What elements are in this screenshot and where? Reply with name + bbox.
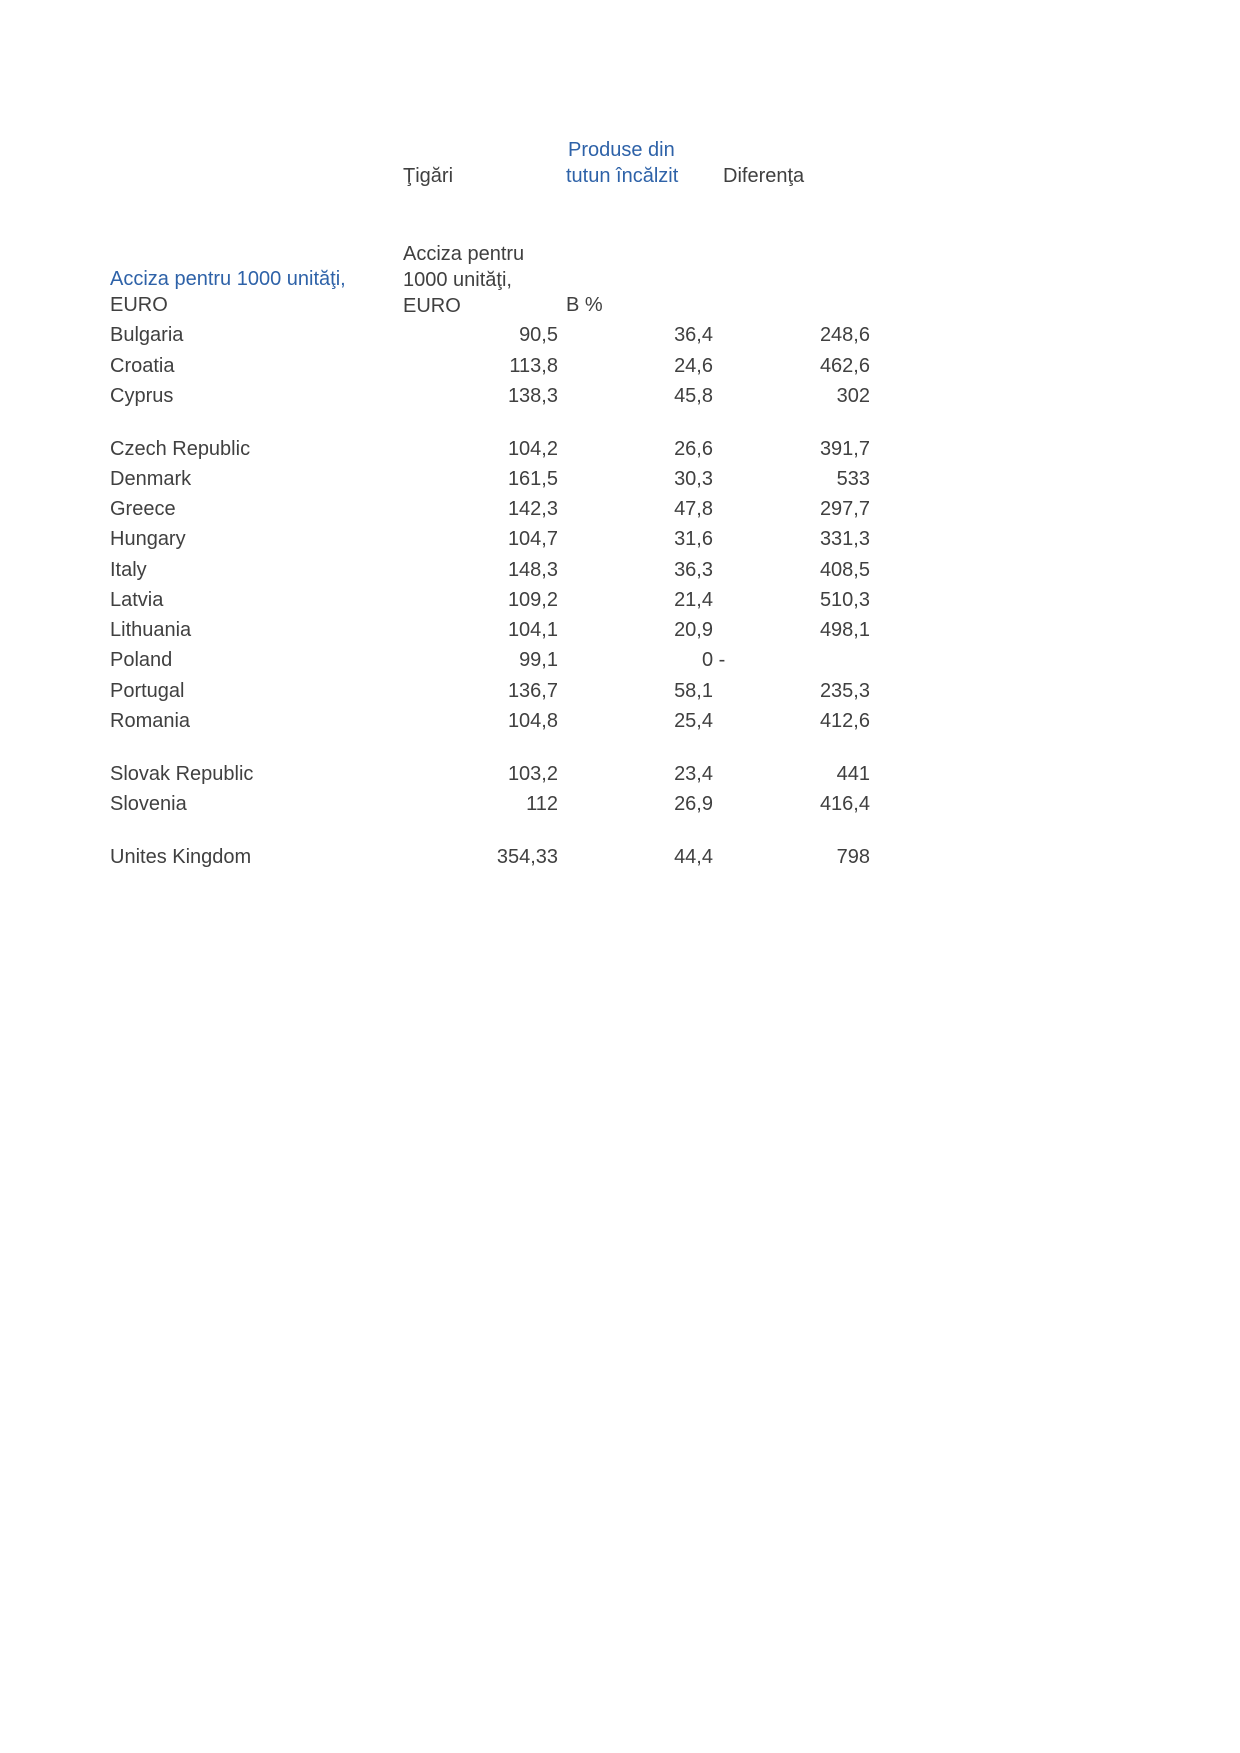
difference-cell: 416,4 [819,793,870,815]
cigarettes-cell: 354,33 [496,846,558,868]
cigarettes-cell: 99,1 [519,649,558,671]
difference-cell: 408,5 [819,559,870,581]
cigarettes-cell: 103,2 [507,763,558,785]
difference-cell: 302 [836,385,870,407]
difference-cell: 235,3 [819,680,870,702]
cigarettes-cell: 104,2 [507,438,558,460]
country-cell: Hungary [110,528,186,550]
country-cell: Denmark [110,468,192,490]
country-cell: Bulgaria [110,324,184,346]
cigarettes-cell: 104,1 [507,619,558,641]
country-cell: Cyprus [110,385,174,407]
header-cigarettes: Ţigări [403,165,454,187]
cigarettes-cell: 113,8 [509,355,558,377]
sub-header-cigarettes [403,241,524,319]
difference-cell: 297,7 [819,498,870,520]
difference-cell: 533 [836,468,870,490]
cigarettes-cell: 136,7 [507,680,558,702]
country-cell: Portugal [110,680,185,702]
header-heated-tobacco [566,137,678,189]
heated-cell: 26,9 [674,793,713,815]
sub-header-heated: B % [566,294,603,316]
row-label-line1: Acciza pentru 1000 unităţi, [110,268,346,290]
country-cell: Italy [110,559,147,581]
cigarettes-cell: 112 [526,793,558,815]
country-cell: Slovak Republic [110,763,254,785]
cigarettes-cell: 148,3 [507,559,558,581]
heated-cell: 26,6 [674,438,713,460]
country-cell: Romania [110,710,191,732]
cigarettes-cell: 104,8 [507,710,558,732]
heated-cell: 45,8 [674,385,713,407]
cigarettes-cell: 142,3 [507,498,558,520]
difference-cell: 798 [836,846,870,868]
difference-cell: 331,3 [819,528,870,550]
heated-cell: 44,4 [674,846,713,868]
cigarettes-cell: 161,5 [507,468,558,490]
header-heated-line2: tutun încălzit [566,165,679,187]
header-heated-line1: Produse din [568,139,675,161]
heated-cell: 21,4 [674,589,713,611]
heated-cell: 36,3 [674,559,713,581]
country-cell: Czech Republic [110,438,251,460]
heated-cell: 30,3 [674,468,713,490]
cigarettes-cell: 138,3 [507,385,558,407]
row-label-line2: EURO [110,294,168,316]
country-cell: Slovenia [110,793,187,815]
country-cell: Croatia [110,355,175,377]
country-cell: Greece [110,498,176,520]
row-label-header [110,266,346,318]
sub-cig-line3: EURO [403,295,461,317]
heated-cell: 24,6 [674,355,713,377]
header-difference: Diferenţa [723,165,805,187]
country-cell: Latvia [110,589,164,611]
heated-cell: 58,1 [674,680,713,702]
sub-cig-line2: 1000 unităţi, [403,269,512,291]
difference-cell: 441 [836,763,870,785]
heated-cell: 20,9 [674,619,713,641]
difference-cell: 462,6 [819,355,870,377]
difference-cell: 510,3 [819,589,870,611]
cigarettes-cell: 90,5 [519,324,558,346]
difference-cell: 248,6 [819,324,870,346]
heated-cell: 25,4 [674,710,713,732]
heated-cell: 31,6 [674,528,713,550]
country-cell: Poland [110,649,173,671]
difference-cell: 498,1 [819,619,870,641]
sub-cig-line1: Acciza pentru [403,243,525,265]
country-cell: Lithuania [110,619,192,641]
country-cell: Unites Kingdom [110,846,252,868]
cigarettes-cell: 104,7 [507,528,558,550]
heated-cell: 23,4 [674,763,713,785]
difference-cell: 412,6 [819,710,870,732]
cigarettes-cell: 109,2 [507,589,558,611]
heated-cell: 36,4 [674,324,713,346]
difference-cell: 391,7 [819,438,870,460]
heated-cell: 0 - [702,649,726,671]
heated-cell: 47,8 [674,498,713,520]
